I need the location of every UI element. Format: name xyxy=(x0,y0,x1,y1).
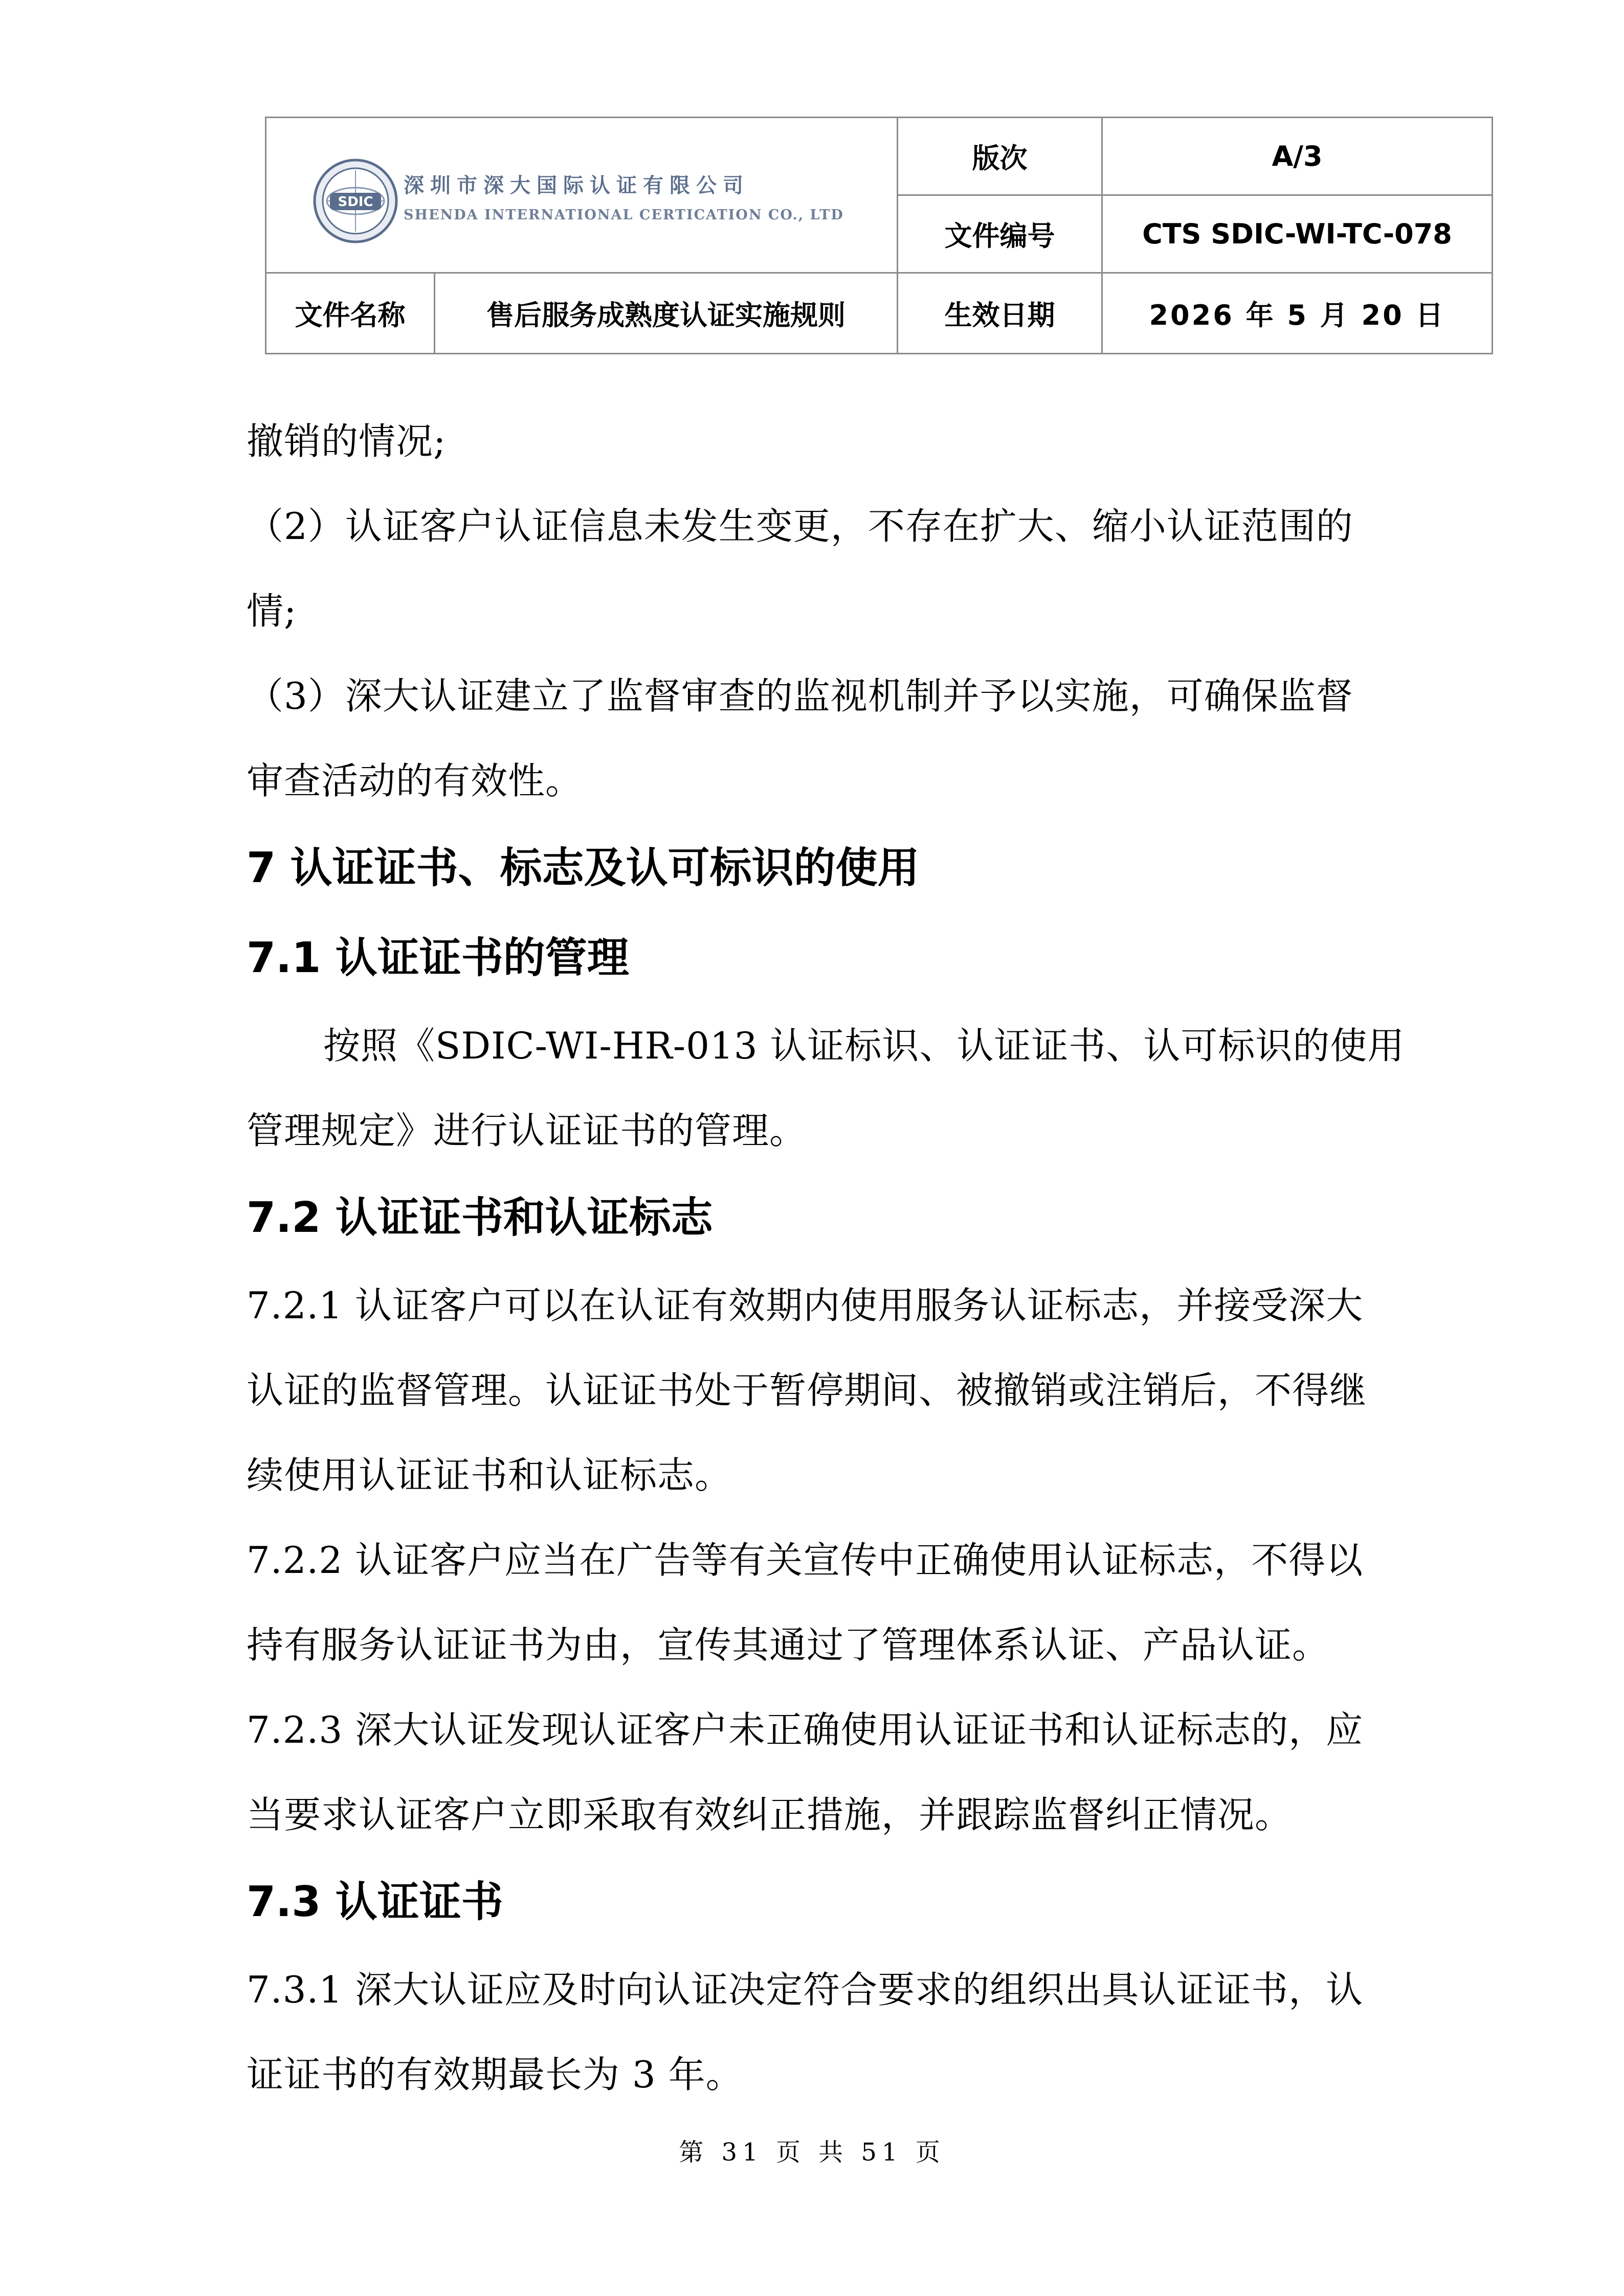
company-logo xyxy=(313,158,875,245)
paragraph-7-1-line-1: 按照《SDIC-WI-HR-013 认证标识、认证证书、认可标识的使用 xyxy=(323,1024,1405,1067)
paragraph-item-3-line-1: （3）深大认证建立了监督审查的监视机制并予以实施，可确保监督 xyxy=(247,674,1353,717)
section-heading-7-1: 7.1 认证证书的管理 xyxy=(247,934,629,982)
document-body xyxy=(247,399,1405,2117)
company-name-cn: 深圳市深大国际认证有限公司 xyxy=(404,174,749,197)
paragraph-7-3-1-line-2: 证证书的有效期最长为 3 年。 xyxy=(247,2053,743,2096)
doc-name-label: 文件名称 xyxy=(266,273,435,354)
company-name-en: SHENDA INTERNATIONAL CERTICATION CO., LTD xyxy=(404,207,844,223)
paragraph-7-2-3-line-2: 当要求认证客户立即采取有效纠正措施，并跟踪监督纠正情况。 xyxy=(247,1793,1293,1836)
doc-name-value: 售后服务成熟度认证实施规则 xyxy=(435,273,898,354)
section-heading-7-3: 7.3 认证证书 xyxy=(247,1878,503,1926)
paragraph-7-2-3-line-1: 7.2.3 深大认证发现认证客户未正确使用认证证书和认证标志的，应 xyxy=(247,1708,1364,1751)
effective-date-label: 生效日期 xyxy=(898,273,1102,354)
paragraph-7-2-1-line-3: 续使用认证证书和认证标志。 xyxy=(247,1454,732,1497)
section-heading-7-2: 7.2 认证证书和认证标志 xyxy=(247,1194,713,1242)
company-emblem-icon xyxy=(313,158,398,244)
section-heading-7: 7 认证证书、标志及认可标识的使用 xyxy=(247,844,920,892)
paragraph-7-2-2-line-1: 7.2.2 认证客户应当在广告等有关宣传中正确使用认证标志，不得以 xyxy=(247,1539,1364,1582)
paragraph-item-2-line-1: （2）认证客户认证信息未发生变更，不存在扩大、缩小认证范围的 xyxy=(247,505,1353,548)
paragraph-item-3-line-2: 审查活动的有效性。 xyxy=(247,759,583,802)
page-number-footer: 第 31 页 共 51 页 xyxy=(679,2138,945,2167)
company-logo-cell xyxy=(266,118,898,273)
paragraph-revocation-end: 撤销的情况; xyxy=(247,420,447,463)
paragraph-7-2-1-line-2: 认证的监督管理。认证证书处于暂停期间、被撤销或注销后，不得继 xyxy=(247,1369,1367,1412)
paragraph-7-1-line-2: 管理规定》进行认证证书的管理。 xyxy=(247,1109,807,1152)
paragraph-7-3-1-line-1: 7.3.1 深大认证应及时向认证决定符合要求的组织出具认证证书，认 xyxy=(247,1968,1364,2011)
edition-value: A/3 xyxy=(1102,118,1493,195)
doc-number-label: 文件编号 xyxy=(898,195,1102,273)
emblem-text: SDIC xyxy=(338,194,373,210)
effective-date-value: 2026 年 5 月 20 日 xyxy=(1102,273,1493,354)
paragraph-item-2-line-2: 情; xyxy=(247,590,297,633)
paragraph-7-2-1-line-1: 7.2.1 认证客户可以在认证有效期内使用服务认证标志，并接受深大 xyxy=(247,1284,1364,1327)
document-header-table xyxy=(265,117,1493,354)
doc-number-value: CTS SDIC-WI-TC-078 xyxy=(1102,195,1493,273)
paragraph-7-2-2-line-2: 持有服务认证证书为由，宣传其通过了管理体系认证、产品认证。 xyxy=(247,1624,1330,1667)
edition-label: 版次 xyxy=(898,118,1102,195)
